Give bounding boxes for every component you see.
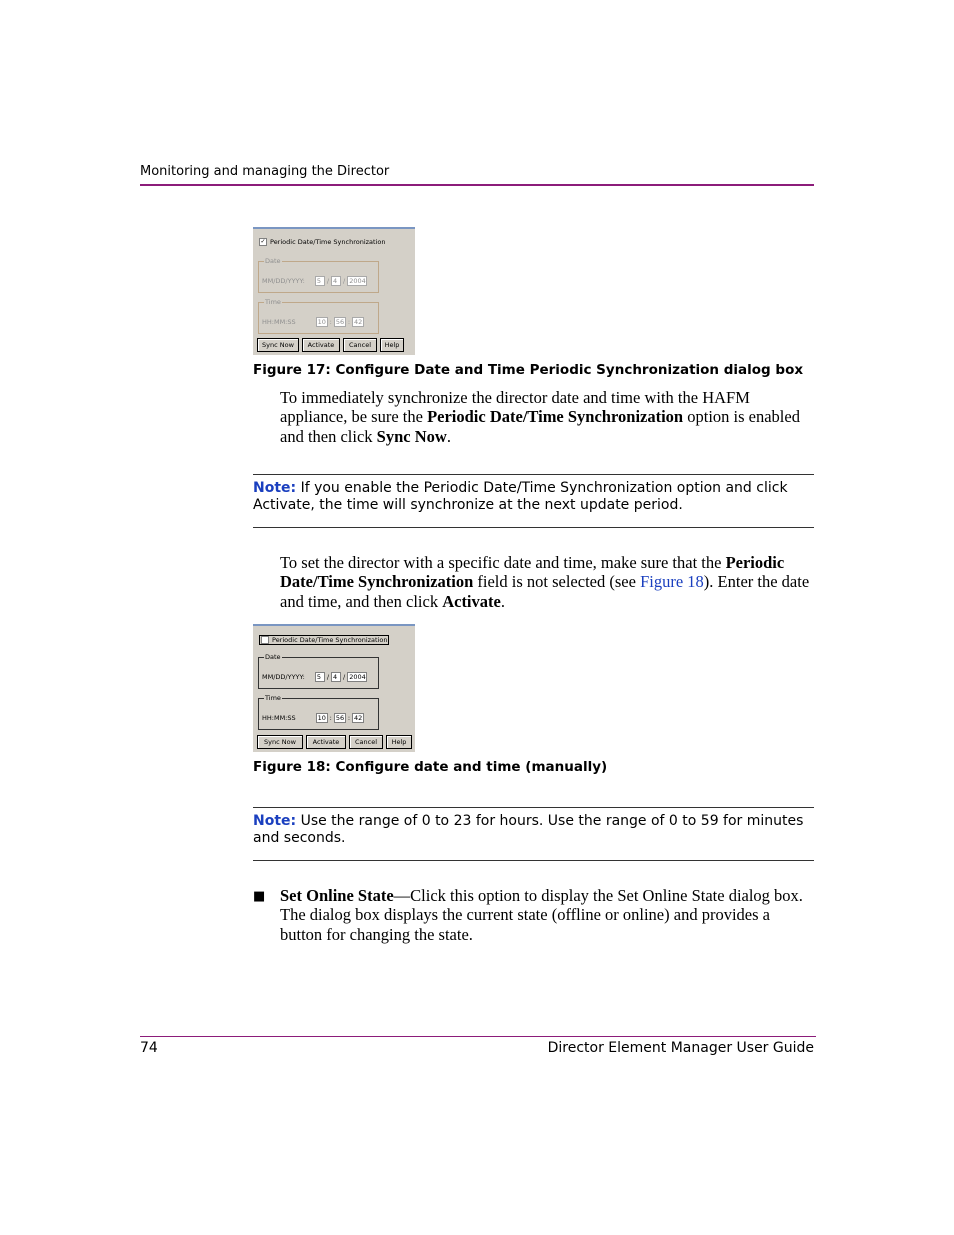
figure-17-caption: Figure 17: Configure Date and Time Periodic Synchronization dialog box xyxy=(253,362,804,378)
text: If you enable the xyxy=(296,480,424,496)
text: option is enabled and then click xyxy=(280,407,800,446)
activate-button[interactable]: Activate xyxy=(306,735,346,749)
time-separator: : xyxy=(329,714,332,722)
text: ). Enter the date and time, and then click xyxy=(280,572,810,611)
running-head: Monitoring and managing the Director xyxy=(140,164,390,179)
periodic-sync-label: Periodic Date/Time Synchronization xyxy=(270,238,386,246)
date-separator: / xyxy=(343,277,346,285)
date-group-title: Date xyxy=(265,257,281,265)
figure-18-link[interactable]: Figure 18 xyxy=(640,572,704,592)
note-activate xyxy=(253,480,814,514)
dialog-title-strip xyxy=(253,624,415,626)
option-name: Set Online State xyxy=(280,886,394,905)
time-format-label: HH:MM:SS xyxy=(262,318,296,326)
time-group xyxy=(258,298,379,334)
time-separator: : xyxy=(329,318,332,326)
page-number: 74 xyxy=(140,1040,158,1056)
month-field[interactable]: 5 xyxy=(315,672,325,682)
figure-18-caption: Figure 18: Configure date and time (manually) xyxy=(253,759,608,775)
time-group-title: Time xyxy=(265,694,281,702)
date-separator: / xyxy=(326,277,330,285)
button-name: Activate xyxy=(442,591,501,611)
cancel-button[interactable]: Cancel xyxy=(349,735,383,749)
button-name: Activate xyxy=(253,497,311,513)
figure-17-dialog xyxy=(253,227,415,355)
option-name: Periodic Date/Time Synchronization xyxy=(423,480,673,496)
dialog-title-strip xyxy=(253,227,415,229)
option-name: Periodic Date/Time Synchronization xyxy=(280,553,785,592)
checkbox-checked-icon[interactable]: ✓ xyxy=(260,238,266,245)
minute-field[interactable]: 56 xyxy=(335,318,345,326)
periodic-sync-checkbox-row[interactable] xyxy=(259,238,385,246)
checkbox-unchecked-icon[interactable] xyxy=(261,636,269,644)
note-top-rule xyxy=(253,474,814,475)
text: option and click xyxy=(672,480,788,496)
second-field[interactable]: 42 xyxy=(354,714,363,722)
help-button[interactable]: Help xyxy=(380,338,404,352)
text: . xyxy=(500,591,505,611)
time-separator: : xyxy=(347,318,351,326)
date-format-label: MM/DD/YYYY: xyxy=(262,277,305,285)
text: field is not selected (see xyxy=(473,572,641,592)
month-field[interactable]: 5 xyxy=(315,276,325,286)
text: Use the range of 0 to 23 for hours. Use the range of 0 to 59 for minutes and seconds. xyxy=(253,813,804,846)
time-group xyxy=(258,694,379,730)
paragraph-manual-set xyxy=(280,553,810,611)
option-name: Periodic Date/Time Synchronization xyxy=(427,407,684,427)
paragraph-sync-now xyxy=(280,388,810,446)
day-field[interactable]: 4 xyxy=(331,672,341,682)
hour-field[interactable]: 10 xyxy=(317,318,326,326)
text: To immediately synchronize the director date and time with the HAFM appliance, be sure the xyxy=(280,388,750,427)
footer-title: Director Element Manager User Guide xyxy=(547,1040,814,1056)
text: To set the director with a specific date and time, make sure that the xyxy=(280,553,726,572)
button-name: Sync Now xyxy=(376,426,447,446)
day-field[interactable]: 4 xyxy=(331,276,341,286)
date-group xyxy=(258,257,379,293)
sync-now-button[interactable]: Sync Now xyxy=(257,735,303,749)
hour-field[interactable]: 10 xyxy=(317,714,326,722)
date-group xyxy=(258,653,379,689)
note-label: Note: xyxy=(253,813,297,829)
sync-now-button[interactable]: Sync Now xyxy=(257,338,299,352)
date-group-title: Date xyxy=(265,653,281,661)
second-field[interactable]: 42 xyxy=(354,318,363,326)
note-ranges xyxy=(253,813,814,847)
activate-button[interactable]: Activate xyxy=(302,338,340,352)
note-bottom-rule xyxy=(253,527,814,528)
year-field[interactable]: 2004 xyxy=(349,673,366,681)
note-label: Note: xyxy=(253,480,297,496)
header-rule xyxy=(140,184,814,186)
date-format-label: MM/DD/YYYY: xyxy=(262,673,305,681)
time-group-title: Time xyxy=(265,298,281,306)
text: . xyxy=(446,426,451,446)
date-separator: / xyxy=(343,673,346,681)
text: —Click this option to display the Set Online State dialog box. The dialog box displays the current state (offline or online) and provides a button for changing the state. xyxy=(280,886,803,944)
bullet-marker: ■ xyxy=(253,889,266,904)
year-field[interactable]: 2004 xyxy=(349,277,366,285)
note-bottom-rule xyxy=(253,860,814,861)
minute-field[interactable]: 56 xyxy=(335,714,345,722)
bullet-set-online-state xyxy=(280,886,812,944)
footer-rule xyxy=(140,1036,816,1037)
periodic-sync-label: Periodic Date/Time Synchronization xyxy=(272,636,388,644)
cancel-button[interactable]: Cancel xyxy=(343,338,377,352)
time-separator: : xyxy=(347,714,351,722)
periodic-sync-checkbox-row[interactable] xyxy=(259,635,389,645)
time-format-label: HH:MM:SS xyxy=(262,714,296,722)
figure-18-dialog xyxy=(253,624,415,752)
date-separator: / xyxy=(326,673,330,681)
note-top-rule xyxy=(253,807,814,808)
help-button[interactable]: Help xyxy=(386,735,412,749)
text: , the time will synchronize at the next update period. xyxy=(310,497,683,513)
